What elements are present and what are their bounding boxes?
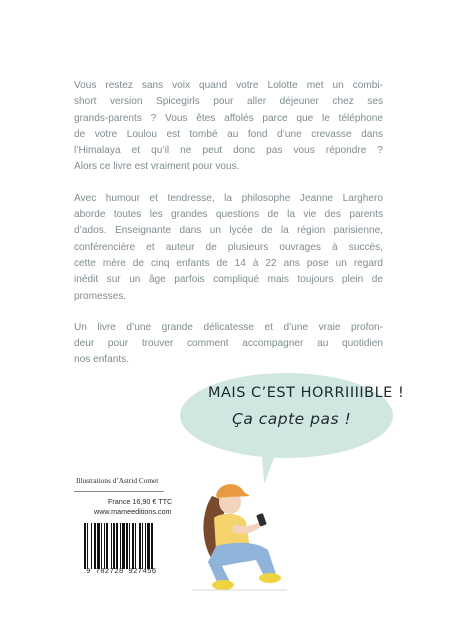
text-line: Un livre d’une grande délicatesse et d’une vraie profon- xyxy=(74,321,383,333)
barcode-bar xyxy=(132,523,134,569)
text-line: Vous restez sans voix quand votre Lolotte met un combi- xyxy=(74,80,383,91)
barcode-bar xyxy=(135,523,136,569)
barcode-bar xyxy=(129,523,130,569)
text-line: aborde toutes les grandes questions de la vie des parents xyxy=(74,209,383,221)
barcode-bar xyxy=(142,523,143,569)
barcode-bar xyxy=(151,523,153,569)
description-text xyxy=(74,78,383,369)
text-line: de votre Loulou est tombé au fond d’une crevasse dans xyxy=(74,128,383,140)
illustrations-credit: Illustrations d’Astrid Comet xyxy=(76,476,159,485)
divider xyxy=(74,491,164,492)
text-line: inédit sur un âge parfois compliqué mais toujours plein de xyxy=(74,274,383,286)
paragraph-3 xyxy=(74,320,383,369)
barcode-bar xyxy=(120,523,121,569)
barcode-digits: 9 782728 927456 xyxy=(86,568,157,576)
barcode-bar xyxy=(113,523,115,569)
barcode-bar xyxy=(94,523,96,569)
barcode-bar xyxy=(104,523,105,569)
barcode-bar xyxy=(145,523,146,569)
girl-with-phone-illustration xyxy=(172,466,302,596)
text-line: Alors ce livre est vraiment pour vous. xyxy=(74,161,240,173)
barcode-bar xyxy=(122,523,125,569)
barcode-bar xyxy=(91,523,92,569)
text-line: Avec humour et tendresse, la philosophe Jeanne Larghero xyxy=(74,192,383,204)
barcode-bar xyxy=(126,523,128,569)
barcode-bar xyxy=(139,523,141,569)
paragraph-1 xyxy=(74,78,383,176)
barcode-bar xyxy=(111,523,112,569)
barcode-bar xyxy=(106,523,108,569)
barcode-bar xyxy=(97,523,100,569)
barcode-bar xyxy=(101,523,102,569)
text-line: d’ados. Enseignante dans un lycée de la région parisienne, xyxy=(74,225,383,237)
text-line: cette mère de cinq enfants de 14 à 22 ans pose un regard xyxy=(74,257,383,269)
speech-bubble-line-2: Ça capte pas ! xyxy=(232,410,352,428)
text-line: short version Spicegirls pour aller déjeuner chez ses xyxy=(74,96,383,108)
paragraph-2 xyxy=(74,191,383,305)
barcode-bar xyxy=(87,523,88,569)
barcode-bar xyxy=(116,523,118,569)
text-line: conférencière et auteur de plusieurs ouvrages à succès, xyxy=(74,241,383,253)
barcode-bars xyxy=(84,523,174,569)
publisher-website: www.mameeditions.com xyxy=(94,507,172,516)
text-line: l’Himalaya et qu’il ne peut donc pas vous répondre ? xyxy=(74,145,383,157)
price: France 16,90 € TTC xyxy=(108,497,173,506)
barcode-bar xyxy=(147,523,150,569)
text-line: deur pour trouver comment accompagner au quotidien xyxy=(74,338,383,350)
text-line: nos enfants. xyxy=(74,354,129,366)
barcode-bar xyxy=(84,523,86,569)
speech-bubble-line-1: MAIS C’EST HORRIIIIBLE ! xyxy=(208,385,405,401)
text-line: promesses. xyxy=(74,290,127,302)
text-line: grands-parents ? Vous êtes affolés parce que le téléphone xyxy=(74,112,383,124)
